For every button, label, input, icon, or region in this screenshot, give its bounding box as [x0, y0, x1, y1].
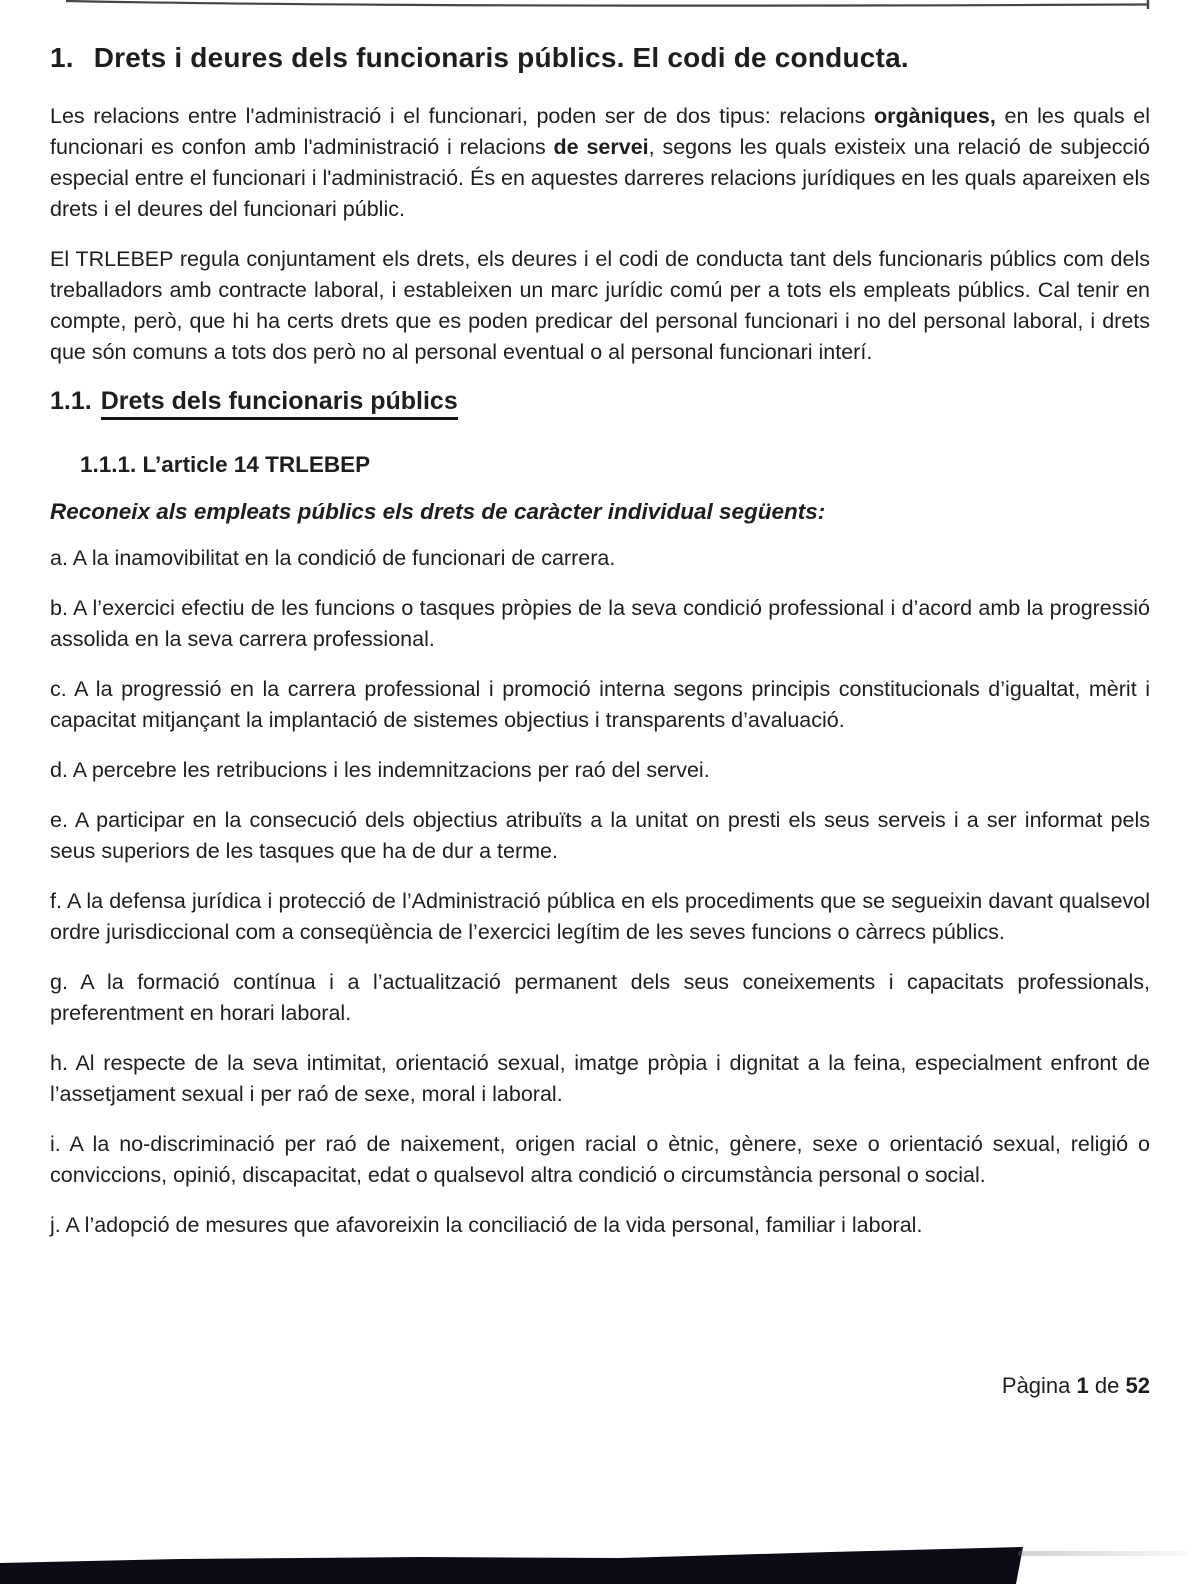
right-item-f: f. A la defensa jurídica i protecció de l’Administració pública en els procediments que se segueixin davant qualsevol ordre jurisdiccional com a conseqüència de l’exercici legítim de les seves funcions o càrrecs públics.	[50, 889, 1150, 944]
document-title	[50, 42, 1150, 74]
intro-p1-bold-deservei: de servei	[553, 135, 649, 159]
section-1-1-title: Drets dels funcionaris públics	[101, 387, 458, 420]
section-heading-1-1-1: 1.1.1. L’article 14 TRLEBEP	[80, 452, 371, 477]
right-item-c: c. A la progressió en la carrera professional i promoció interna segons principis constitucionals d’igualtat, mèrit i capacitat mitjançant la implantació de sistemes objectius i transparents d’avaluació.	[50, 677, 1150, 732]
right-item-d: d. A percebre les retribucions i les indemnitzacions per raó del servei.	[50, 758, 710, 782]
footer-label: Pàgina	[1001, 1373, 1071, 1398]
intro-p1-seg2: en les quals el funcionari es confon amb l'administració i relacions	[50, 104, 1150, 159]
title-number: 1.	[50, 42, 74, 73]
intro-paragraph-1	[50, 101, 1150, 225]
footer-of: de	[1094, 1373, 1120, 1398]
scan-artifact-bottom-bar	[0, 1544, 1025, 1584]
footer-page-number: 1	[1076, 1373, 1089, 1398]
page-footer	[1002, 1373, 1150, 1399]
section-1-1-number: 1.1.	[50, 387, 92, 415]
right-item-j: j. A l’adopció de mesures que afavoreixin la conciliació de la vida personal, familiar i laboral.	[50, 1213, 923, 1237]
intro-p1-seg3: , segons les quals existeix una relació de subjecció especial entre el funcionari i l'administració. És en aquestes darreres relacions jurídiques en les quals apareixen els drets i el deures del funcionari públic.	[50, 135, 1151, 221]
title-text: Drets i deures dels funcionaris públics. El codi de conducta.	[93, 42, 909, 73]
document-body	[50, 42, 1150, 1260]
scan-artifact-top-line	[0, 0, 1187, 14]
intro-p1-bold-organiques: orgàniques,	[874, 104, 996, 128]
section-heading-1-1	[50, 387, 1150, 416]
right-item-g: g. A la formació contínua i a l’actualització permanent dels seus coneixements i capacitats professionals, preferentment en horari laboral.	[50, 970, 1150, 1025]
intro-p1-seg1: Les relacions entre l'administració i el funcionari, poden ser de dos tipus: relacions	[50, 104, 875, 128]
intro-paragraph-2: El TRLEBEP regula conjuntament els drets, els deures i el codi de conducta tant dels funcionaris públics com dels treballadors amb contracte laboral, i estableixen un marc jurídic comú per a tots els empleats públics. Cal tenir en compte, però, que hi ha certs drets que es poden predicar del personal funcionari i no del personal laboral, i drets que són comuns a tots dos però no al personal eventual o al personal funcionari interí.	[50, 247, 1150, 364]
rights-lead-sentence: Reconeix als empleats públics els drets de caràcter individual següents:	[50, 499, 826, 524]
footer-total-pages: 52	[1125, 1373, 1150, 1398]
right-item-h: h. Al respecte de la seva intimitat, orientació sexual, imatge pròpia i dignitat a la feina, especialment enfront de l’assetjament sexual i per raó de sexe, moral i laboral.	[50, 1051, 1150, 1106]
right-item-e: e. A participar en la consecució dels objectius atribuïts a la unitat on presti els seus serveis i a ser informat pels seus superiors de les tasques que ha de dur a terme.	[50, 808, 1150, 863]
right-item-b: b. A l’exercici efectiu de les funcions o tasques pròpies de la seva condició professional i d’acord amb la progressió assolida en la seva carrera professional.	[50, 596, 1150, 651]
right-item-a: a. A la inamovibilitat en la condició de funcionari de carrera.	[50, 546, 616, 570]
scan-artifact-bottom-smear	[1018, 1551, 1187, 1556]
right-item-i: i. A la no-discriminació per raó de naixement, origen racial o ètnic, gènere, sexe o orientació sexual, religió o conviccions, opinió, discapacitat, edat o qualsevol altra condició o circumstància personal o social.	[50, 1132, 1150, 1187]
